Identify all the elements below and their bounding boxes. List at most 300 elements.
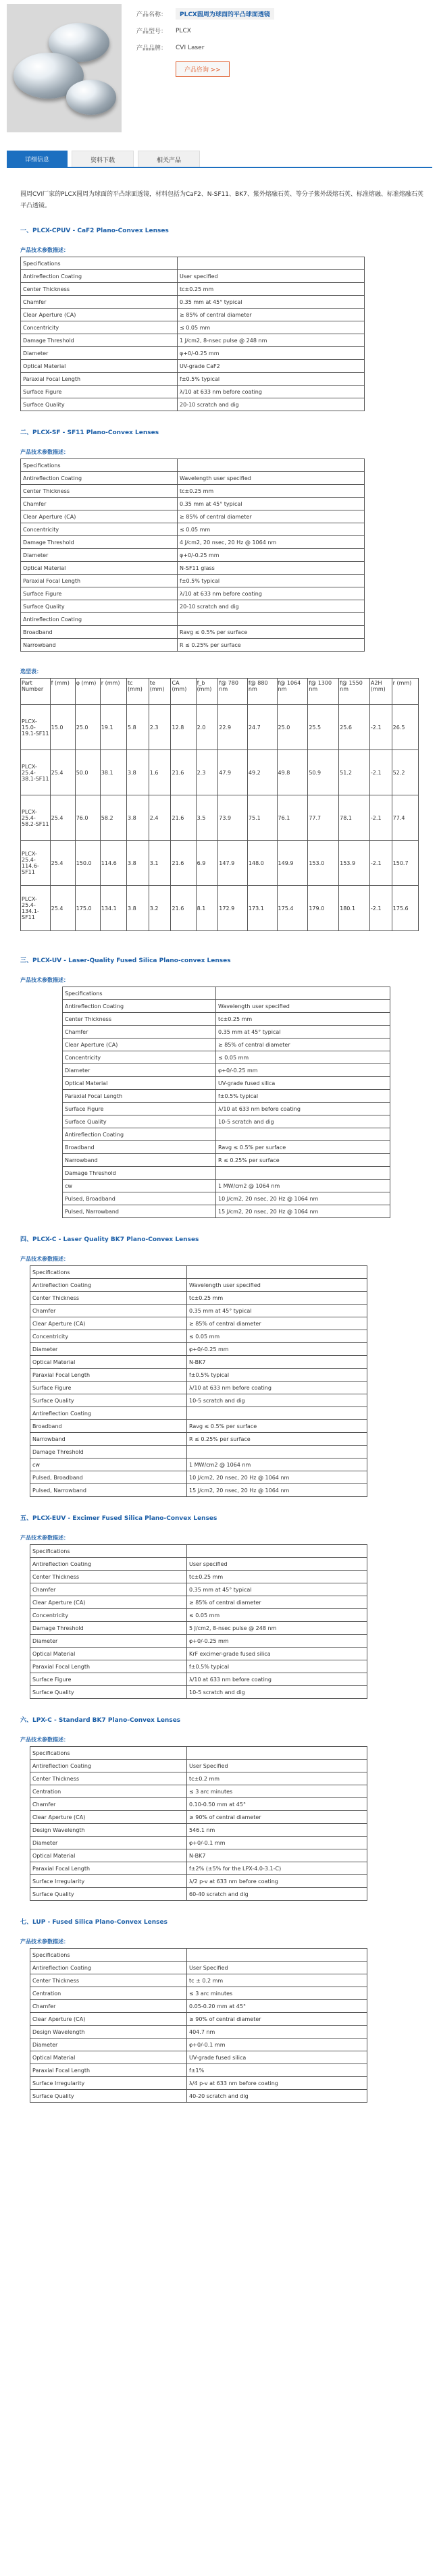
spec-value [216,987,390,1000]
spec-row [30,1317,367,1330]
spec-value: 20-10 scratch and dig [178,398,365,411]
parts-cell: 47.9 [218,750,248,795]
spec-key: Antireflection Coating [21,472,178,485]
parts-cell: 21.6 [171,750,196,795]
parts-cell: 5.8 [127,705,149,750]
parts-cell: 25.0 [277,705,308,750]
spec-value [187,1266,367,1279]
spec-row [63,1103,390,1115]
spec-value: 1 J/cm2, 8-nsec pulse @ 248 nm [178,334,365,347]
section-title: 四、PLCX-C - Laser Quality BK7 Plano-Convex Lenses [20,1236,199,1243]
parts-cell: 12.8 [171,705,196,750]
spec-key: Specifications [21,459,178,472]
spec-row [30,1660,367,1673]
spec-table [20,458,365,652]
parts-cell: 77.7 [308,795,339,841]
spec-value: R ≤ 0.25% per surface [187,1433,367,1446]
parts-cell: 3.2 [149,886,171,931]
spec-value: φ+0/-0.25 mm [178,549,365,562]
spec-key: Paraxial Focal Length [30,1862,187,1875]
spec-row [21,459,365,472]
spec-key: Diameter [30,1837,187,1849]
spec-key: Specifications [30,1747,187,1760]
parts-cell: 175.4 [277,886,308,931]
spec-row [30,1648,367,1660]
spec-row [63,1013,390,1026]
spec-key: Surface Figure [63,1103,216,1115]
spec-key: Antireflection Coating [63,1128,216,1141]
parts-row [21,795,419,841]
parts-cell: 49.8 [277,750,308,795]
spec-value: φ+0/-0.25 mm [216,1064,390,1077]
spec-key: Surface Quality [21,600,178,613]
spec-key: Optical Material [30,1849,187,1862]
tab-related[interactable]: 相关产品 [138,151,200,168]
spec-value: Wavelength user specified [187,1279,367,1292]
spec-row [30,1888,367,1901]
tab-divider [7,167,432,168]
spec-row [30,1433,367,1446]
spec-value: 1 MW/cm2 @ 1064 nm [216,1180,390,1192]
spec-key: Damage Threshold [21,536,178,549]
spec-key: Clear Aperture (CA) [21,510,178,523]
spec-row [21,257,365,270]
spec-key: Clear Aperture (CA) [63,1039,216,1051]
spec-row [30,1798,367,1811]
spec-row [63,1026,390,1039]
parts-header-cell: f@ 1550 nm [339,679,370,705]
spec-key: Optical Material [21,562,178,575]
spec-key: cw [63,1180,216,1192]
spec-value: 1 MW/cm2 @ 1064 nm [187,1458,367,1471]
spec-value: ≤ 0.05 mm [187,1330,367,1343]
parts-row [21,886,419,931]
spec-row [21,575,365,587]
parts-cell: 24.7 [247,705,277,750]
spec-value: ≤ 0.05 mm [178,523,365,536]
section-title: 一、PLCX-CPUV - CaF2 Plano-Convex Lenses [20,228,169,234]
spec-row [21,600,365,613]
spec-value: UV-grade fused silica [187,2051,367,2064]
spec-row [21,626,365,639]
inquiry-button[interactable]: 产品咨询 >> [176,61,230,77]
spec-value: λ/10 at 633 nm before coating [178,386,365,398]
spec-key: Clear Aperture (CA) [21,309,178,321]
spec-row [30,2000,367,2013]
spec-value: ≥ 85% of central diameter [187,1596,367,1609]
spec-value: tc±0.25 mm [178,283,365,296]
spec-value: 40-20 scratch and dig [187,2090,367,2103]
spec-row [63,987,390,1000]
spec-key: Surface Quality [21,398,178,411]
spec-value: ≥ 85% of central diameter [187,1317,367,1330]
spec-key: Paraxial Focal Length [30,2064,187,2077]
product-header [0,0,439,135]
spec-key: Clear Aperture (CA) [30,1317,187,1330]
parts-cell: 175.0 [75,886,100,931]
spec-key: Design Wavelength [30,1824,187,1837]
spec-key: Clear Aperture (CA) [30,1811,187,1824]
spec-value: φ+0/-0.25 mm [187,1635,367,1648]
spec-value: UV-grade fused silica [216,1077,390,1090]
parts-header-cell: f@ 1300 nm [308,679,339,705]
spec-value: ≥ 85% of central diameter [178,309,365,321]
parts-cell: 134.1 [100,886,126,931]
spec-row [63,1090,390,1103]
spec-value: φ+0/-0.1 mm [187,1837,367,1849]
spec-sections [20,226,425,2103]
spec-value: φ+0/-0.25 mm [187,1343,367,1356]
spec-value: ≥ 85% of central diameter [178,510,365,523]
spec-key: Damage Threshold [63,1167,216,1180]
spec-key: Damage Threshold [30,1446,187,1458]
parts-cell: 22.9 [218,705,248,750]
spec-key: Diameter [30,1343,187,1356]
spec-row [21,360,365,373]
spec-row [21,334,365,347]
parts-cell: 172.9 [218,886,248,931]
spec-key: Antireflection Coating [30,1760,187,1772]
spec-key: Specifications [30,1949,187,1962]
product-brand: CVI Laser [176,44,205,51]
spec-value: f±0.5% typical [178,373,365,386]
spec-key: Design Wavelength [30,2026,187,2039]
spec-table [30,1746,367,1901]
spec-row [30,1382,367,1394]
spec-row [63,1051,390,1064]
parts-cell: 25.4 [50,841,75,886]
section-title: 七、LUP - Fused Silica Plano-Convex Lenses [20,1919,167,1926]
spec-value: f±0.5% typical [187,1369,367,1382]
spec-key: Antireflection Coating [30,1279,187,1292]
parts-cell: 19.1 [100,705,126,750]
spec-value: ≤ 3 arc minutes [187,1785,367,1798]
spec-value: tc ± 0.2 mm [187,1974,367,1987]
spec-row [21,373,365,386]
spec-key: Diameter [30,2039,187,2051]
spec-value: 10-5 scratch and dig [216,1115,390,1128]
spec-row [21,549,365,562]
spec-row [30,1609,367,1622]
spec-key: Surface Irregularity [30,1875,187,1888]
spec-key: Concentricity [30,1330,187,1343]
spec-row [30,1875,367,1888]
parts-cell: 76.0 [75,795,100,841]
spec-key: Pulsed, Narrowband [63,1205,216,1218]
spec-row [30,1571,367,1583]
spec-row [30,1837,367,1849]
spec-row [30,1785,367,1798]
spec-row [30,1987,367,2000]
spec-row [21,321,365,334]
spec-key: Concentricity [21,321,178,334]
spec-row [30,1292,367,1305]
spec-key: Surface Quality [30,1888,187,1901]
spec-value: Wavelength user specified [178,472,365,485]
spec-key: Narrowband [21,639,178,652]
spec-row [63,1205,390,1218]
spec-row [21,498,365,510]
spec-row [30,2039,367,2051]
spec-value: ≤ 0.05 mm [216,1051,390,1064]
product-name-label: 产品名称： [136,11,167,18]
parts-cell: 180.1 [339,886,370,931]
spec-key: Antireflection Coating [63,1000,216,1013]
spec-row [30,1760,367,1772]
tab-downloads[interactable]: 资料下载 [72,151,134,168]
parts-cell: 179.0 [308,886,339,931]
parts-cell: 3.5 [196,795,218,841]
spec-value: 0.35 mm at 45° typical [216,1026,390,1039]
spec-key: Surface Quality [30,1686,187,1699]
spec-row [21,562,365,575]
spec-row [30,1458,367,1471]
spec-key: Clear Aperture (CA) [30,1596,187,1609]
parts-cell: 175.6 [392,886,418,931]
parts-cell: PLCX-15.0-19.1-SF11 [21,705,51,750]
spec-value [178,613,365,626]
spec-value: λ/4 p-v at 633 nm before coating [187,2077,367,2090]
spec-row [21,523,365,536]
spec-key: Chamfer [21,296,178,309]
spec-key: Broadband [30,1420,187,1433]
detail-content [20,189,425,2119]
spec-value: ≥ 90% of central diameter [187,2013,367,2026]
spec-key: Center Thickness [21,485,178,498]
spec-value [187,1446,367,1458]
intro-text: 圆周CVI厂家的PLCX圆周为球面的平凸球面透镜，材料包括为CaF2、N-SF11、BK7、紫外熔融石英、等分子紫外级熔石英、标准熔融、标准熔融石英平凸透镜。 [20,191,423,209]
spec-value: φ+0/-0.25 mm [178,347,365,360]
section-title: 三、PLCX-UV - Laser-Quality Fused Silica Plano-convex Lenses [20,957,231,964]
spec-row [30,1420,367,1433]
parts-cell: 25.4 [50,886,75,931]
spec-value: N-SF11 glass [178,562,365,575]
spec-caption: 产品技术参数描述： [20,1535,69,1541]
spec-value: 60-40 scratch and dig [187,1888,367,1901]
spec-value: 404.7 nm [187,2026,367,2039]
parts-cell: 15.0 [50,705,75,750]
spec-row [30,1974,367,1987]
spec-value: tc±0.25 mm [187,1571,367,1583]
parts-cell: 1.6 [149,750,171,795]
spec-key: Surface Figure [30,1382,187,1394]
parts-cell: -2.1 [369,886,392,931]
parts-cell: -2.1 [369,795,392,841]
parts-cell: 76.1 [277,795,308,841]
parts-cell: 25.0 [75,705,100,750]
spec-key: Diameter [30,1635,187,1648]
section-title: 二、PLCX-SF - SF11 Plano-Convex Lenses [20,429,159,436]
spec-caption: 产品技术参数描述： [20,977,69,983]
spec-key: Chamfer [30,2000,187,2013]
spec-value [187,1545,367,1558]
spec-row [21,472,365,485]
spec-key: Optical Material [30,1648,187,1660]
spec-value: λ/10 at 633 nm before coating [187,1673,367,1686]
spec-row [63,1141,390,1154]
parts-cell: PLCX-25.4-58.2-SF11 [21,795,51,841]
spec-value [178,257,365,270]
spec-row [30,1484,367,1497]
spec-value: 0.10-0.50 mm at 45° [187,1798,367,1811]
parts-cell: 150.7 [392,841,418,886]
spec-value: User specified [178,270,365,283]
spec-row [63,1077,390,1090]
parts-header-cell: φ (mm) [75,679,100,705]
spec-value: ≥ 90% of central diameter [187,1811,367,1824]
spec-row [63,1154,390,1167]
spec-row [63,1064,390,1077]
spec-key: Paraxial Focal Length [30,1660,187,1673]
parts-cell: 150.0 [75,841,100,886]
spec-key: Chamfer [30,1305,187,1317]
parts-cell: 50.0 [75,750,100,795]
parts-cell: 58.2 [100,795,126,841]
spec-value: 0.35 mm at 45° typical [178,498,365,510]
spec-key: Optical Material [63,1077,216,1090]
spec-row [30,1446,367,1458]
spec-row [30,2013,367,2026]
spec-table [30,1544,367,1699]
spec-row [30,1747,367,1760]
spec-value: UV-grade CaF2 [178,360,365,373]
spec-row [30,1343,367,1356]
spec-table [20,257,365,411]
spec-row [30,1962,367,1974]
spec-row [63,1115,390,1128]
spec-value: 10 J/cm2, 20 nsec, 20 Hz @ 1064 nm [216,1192,390,1205]
parts-cell: 52.2 [392,750,418,795]
spec-key: Diameter [21,549,178,562]
spec-key: Narrowband [63,1154,216,1167]
spec-key: Broadband [63,1141,216,1154]
parts-header-cell: CA (mm) [171,679,196,705]
spec-key: Narrowband [30,1433,187,1446]
parts-header-cell: r (mm) [392,679,418,705]
spec-value: KrF excimer-grade fused silica [187,1648,367,1660]
parts-header-cell: te (mm) [149,679,171,705]
parts-cell: 3.8 [127,886,149,931]
parts-cell: -2.1 [369,750,392,795]
parts-header-cell: f@ 880 nm [247,679,277,705]
spec-key: Damage Threshold [21,334,178,347]
product-model-label: 产品型号： [136,28,167,35]
spec-value: N-BK7 [187,1849,367,1862]
spec-key: Surface Quality [30,2090,187,2103]
spec-row [30,1862,367,1875]
spec-row [63,1167,390,1180]
spec-value [187,1949,367,1962]
spec-key: Specifications [63,987,216,1000]
parts-cell: 3.8 [127,750,149,795]
spec-key: Antireflection Coating [30,1558,187,1571]
spec-row [30,2077,367,2090]
spec-key: Specifications [30,1266,187,1279]
spec-value: R ≤ 0.25% per surface [216,1154,390,1167]
parts-header-cell: Part Number [21,679,51,705]
parts-header-cell: f@ 1064 nm [277,679,308,705]
parts-cell: 153.9 [339,841,370,886]
spec-key: Center Thickness [21,283,178,296]
spec-value: ≤ 0.05 mm [178,321,365,334]
spec-value [187,1747,367,1760]
spec-value: f±0.5% typical [187,1660,367,1673]
spec-value: f±0.5% typical [216,1090,390,1103]
spec-row [30,1596,367,1609]
spec-value: User Specified [187,1962,367,1974]
parts-cell: 2.3 [196,750,218,795]
parts-cell: 148.0 [247,841,277,886]
parts-row [21,750,419,795]
spec-value: tc±0.2 mm [187,1772,367,1785]
parts-cell: 2.3 [149,705,171,750]
spec-row [21,296,365,309]
spec-value: tc±0.25 mm [187,1292,367,1305]
spec-row [30,1369,367,1382]
parts-cell: 8.1 [196,886,218,931]
spec-row [30,1849,367,1862]
spec-value: Ravg ≤ 0.5% per surface [178,626,365,639]
parts-cell: 75.1 [247,795,277,841]
spec-row [63,1039,390,1051]
product-name: PLCX圆周为球面的平凸球面透镜 [176,8,274,20]
parts-cell: 149.9 [277,841,308,886]
spec-key: Surface Irregularity [30,2077,187,2090]
parts-cell: 25.6 [339,705,370,750]
spec-value [216,1128,390,1141]
tab-details[interactable]: 详细信息 [7,151,68,167]
spec-key: Antireflection Coating [21,613,178,626]
spec-value [187,1407,367,1420]
parts-cell: 38.1 [100,750,126,795]
spec-key: Optical Material [21,360,178,373]
parts-cell: 50.9 [308,750,339,795]
parts-cell: 25.4 [50,750,75,795]
parts-cell: PLCX-25.4-134.1-SF11 [21,886,51,931]
spec-value: λ/10 at 633 nm before coating [187,1382,367,1394]
spec-row [21,613,365,626]
spec-row [21,639,365,652]
spec-key: Surface Figure [21,386,178,398]
spec-value: 0.35 mm at 45° typical [178,296,365,309]
spec-row [30,1622,367,1635]
product-brand-label: 产品品牌： [136,45,167,52]
spec-row [21,386,365,398]
spec-key: Center Thickness [30,1292,187,1305]
spec-caption: 产品技术参数描述： [20,1737,69,1743]
parts-cell: 73.9 [218,795,248,841]
product-image [7,4,122,132]
spec-key: Chamfer [63,1026,216,1039]
spec-row [21,587,365,600]
parts-cell: 77.4 [392,795,418,841]
spec-key: Surface Quality [30,1394,187,1407]
parts-cell: 3.8 [127,841,149,886]
spec-key: Clear Aperture (CA) [30,2013,187,2026]
spec-row [63,1128,390,1141]
spec-value: f±0.5% typical [178,575,365,587]
spec-row [21,347,365,360]
spec-key: Surface Figure [21,587,178,600]
spec-value: 4 J/cm2, 20 nsec, 20 Hz @ 1064 nm [178,536,365,549]
parts-cell: 51.2 [339,750,370,795]
spec-value: 0.35 mm at 45° typical [187,1305,367,1317]
parts-cell: 78.1 [339,795,370,841]
parts-cell: 6.9 [196,841,218,886]
spec-value: 0.35 mm at 45° typical [187,1583,367,1596]
spec-key: Antireflection Coating [21,270,178,283]
parts-header-row [21,679,419,705]
